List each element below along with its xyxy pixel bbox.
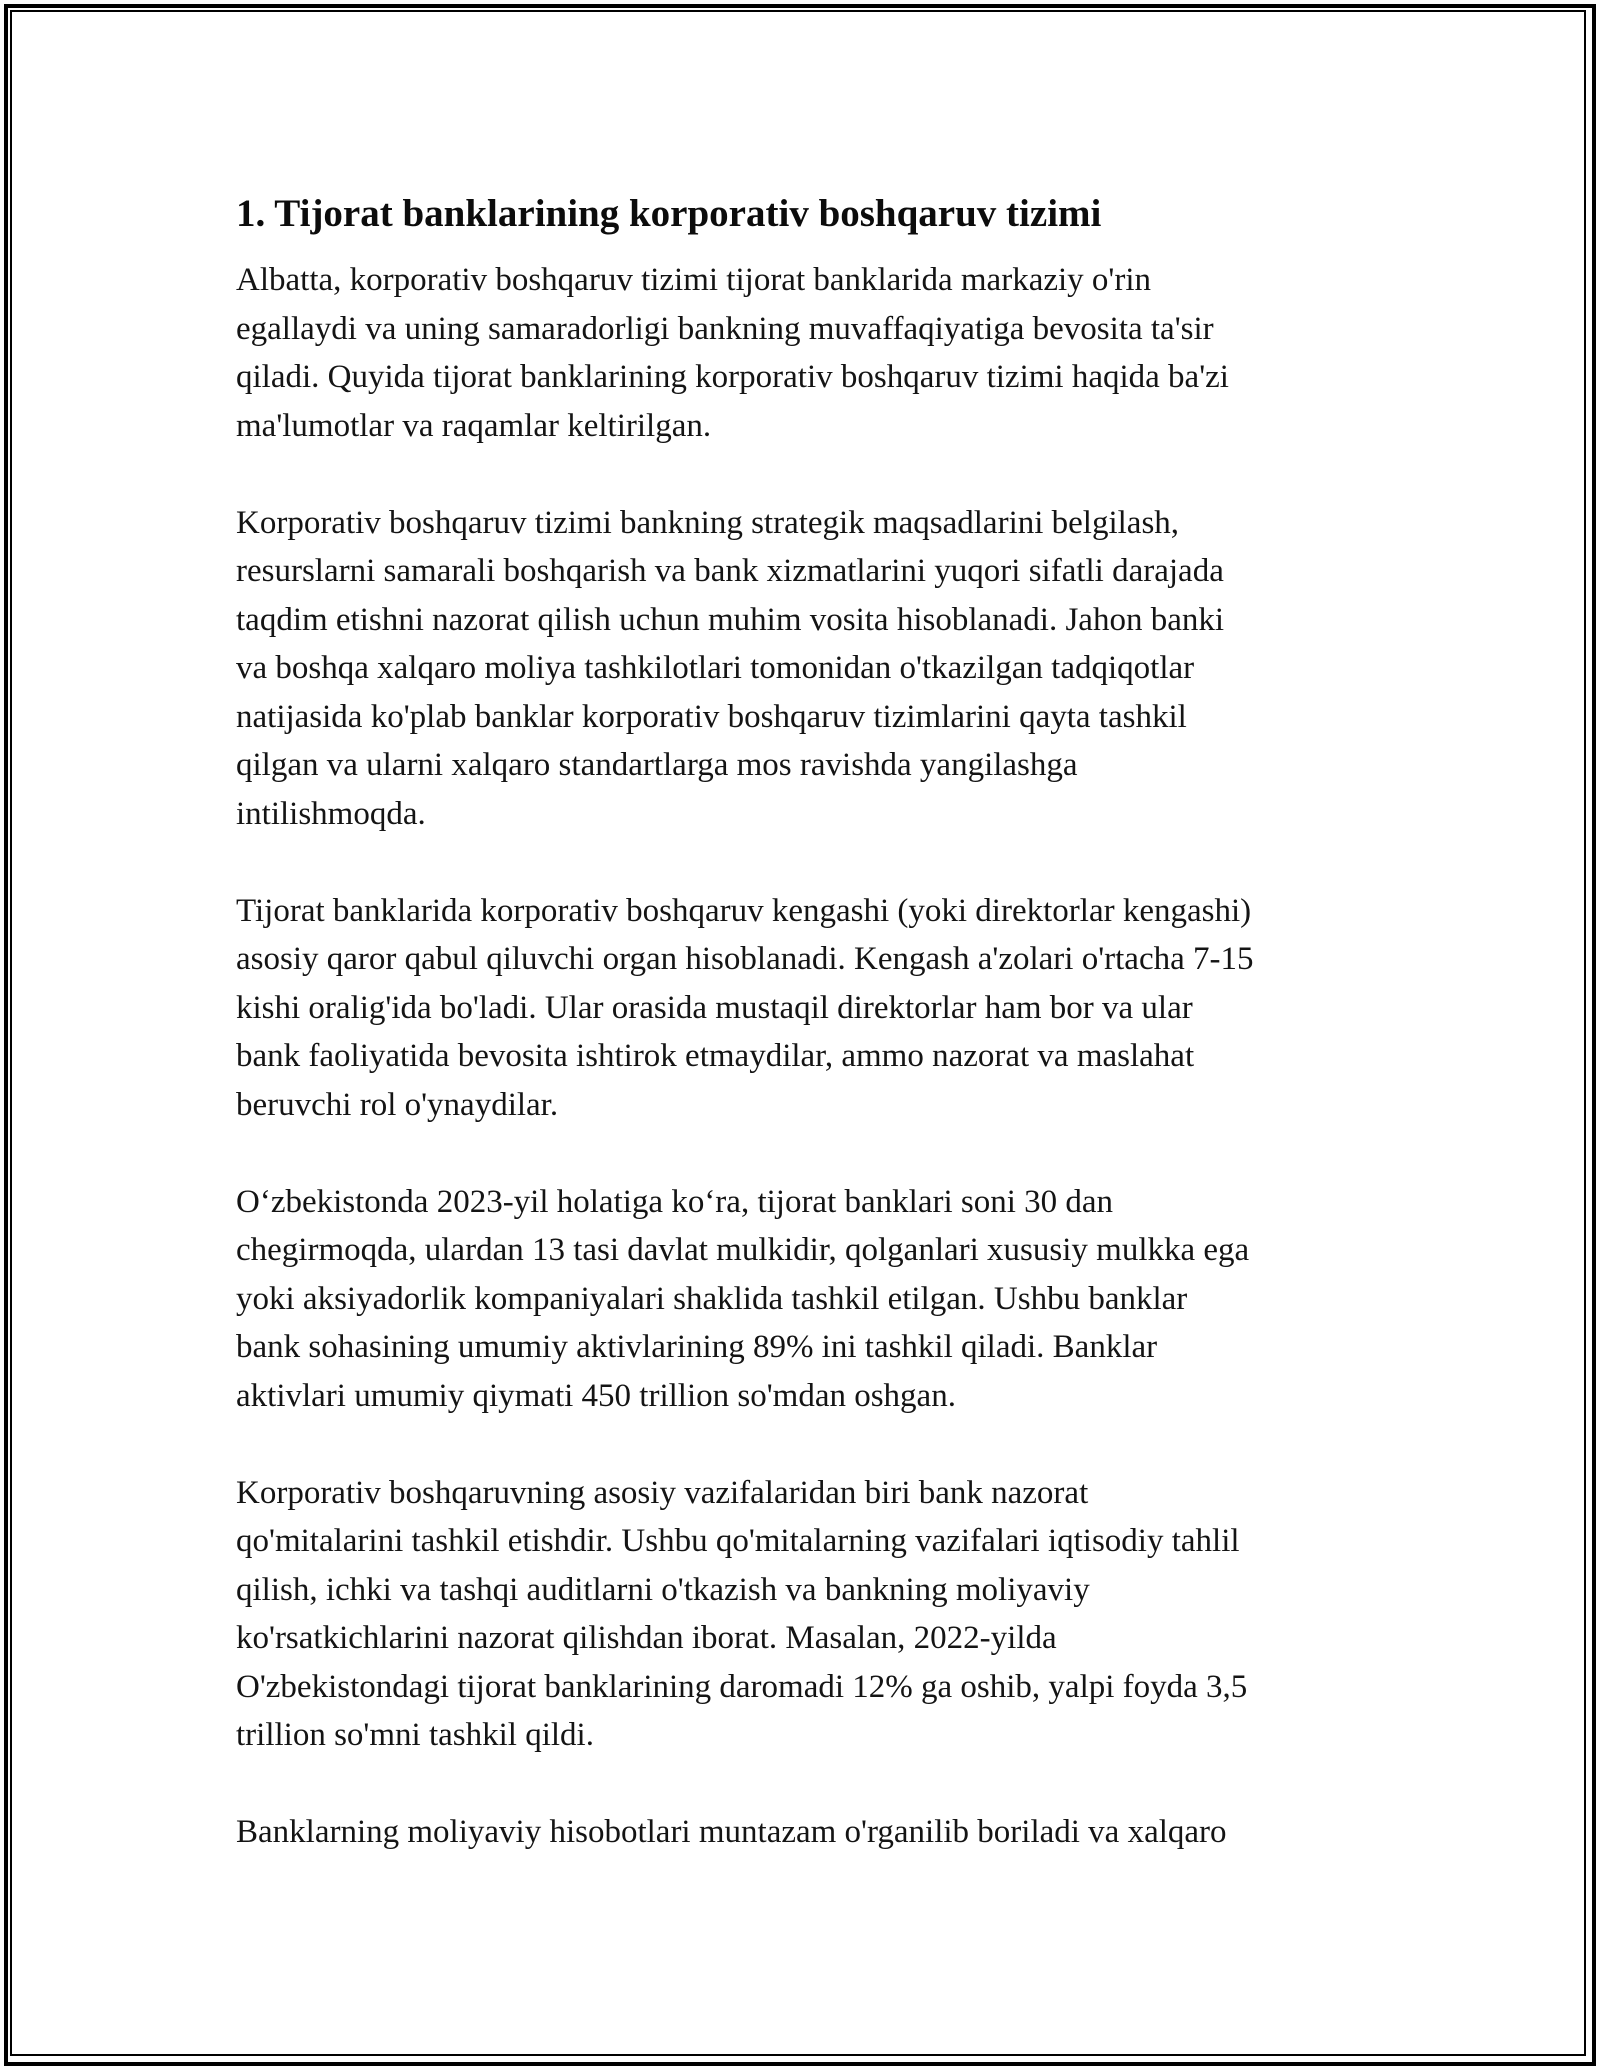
line: ma'lumotlar va raqamlar keltirilgan.: [236, 407, 712, 444]
line: Albatta, korporativ boshqaruv tizimi tijorat banklarida markaziy o'rin: [236, 262, 1152, 298]
line: qilish, ichki va tashqi auditlarni o'tkazish va bankning moliyaviy: [236, 1571, 1090, 1608]
line: natijasida ko'plab banklar korporativ boshqaruv tizimlarini qayta tashkil: [236, 698, 1187, 735]
line: trillion so'mni tashkil qildi.: [236, 1717, 594, 1753]
line: qilgan va ularni xalqaro standartlarga mos ravishda yangilashga: [236, 747, 1078, 783]
line: yoki aksiyadorlik kompaniyalari shaklida tashkil etilgan. Ushbu banklar: [236, 1280, 1188, 1317]
paragraph-3: [236, 887, 1376, 1130]
line: bank faoliyatida bevosita ishtirok etmaydilar, ammo nazorat va maslahat: [236, 1038, 1195, 1074]
line: intilishmoqda.: [236, 795, 426, 832]
line: taqdim etishni nazorat qilish uchun muhim vosita hisoblanadi. Jahon banki: [236, 601, 1225, 638]
line: bank sohasining umumiy aktivlarining 89% ini tashkil qiladi. Banklar: [236, 1329, 1158, 1365]
line: Korporativ boshqaruvning asosiy vazifalaridan biri bank nazorat: [236, 1474, 1089, 1511]
paragraph-1: [236, 256, 1376, 450]
line: ko'rsatkichlarini nazorat qilishdan iborat. Masalan, 2022-yilda: [236, 1620, 1057, 1656]
line: aktivlari umumiy qiymati 450 trillion so'mdan oshgan.: [236, 1377, 956, 1414]
paragraph-2: [236, 499, 1376, 839]
line: kishi oralig'ida bo'ladi. Ular orasida mustaqil direktorlar ham bor va ular: [236, 989, 1193, 1026]
line: resurslarni samarali boshqarish va bank xizmatlarini yuqori sifatli darajada: [236, 553, 1224, 589]
line: Tijorat banklarida korporativ boshqaruv kengashi (yoki direktorlar kengashi): [236, 892, 1252, 929]
line: qiladi. Quyida tijorat banklarining korporativ boshqaruv tizimi haqida ba'zi: [236, 359, 1229, 395]
line: egallaydi va uning samaradorligi bankning muvaffaqiyatiga bevosita ta'sir: [236, 310, 1214, 347]
paragraph-6: [236, 1808, 1376, 1857]
line: O‘zbekistonda 2023-yil holatiga ko‘ra, tijorat banklari soni 30 dan: [236, 1183, 1114, 1220]
line: O'zbekistondagi tijorat banklarining daromadi 12% ga oshib, yalpi foyda 3,5: [236, 1668, 1248, 1705]
document-body: [236, 186, 1376, 1905]
paragraph-5: [236, 1469, 1376, 1760]
line: asosiy qaror qabul qiluvchi organ hisoblanadi. Kengash a'zolari o'rtacha 7-15: [236, 941, 1254, 977]
line: chegirmoqda, ulardan 13 tasi davlat mulkidir, qolganlari xususiy mulkka ega: [236, 1232, 1250, 1268]
line: qo'mitalarini tashkil etishdir. Ushbu qo'mitalarning vazifalari iqtisodiy tahlil: [236, 1523, 1240, 1559]
document-title: 1. Tijorat banklarining korporativ boshqaruv tizimi: [236, 192, 1102, 235]
line: Banklarning moliyaviy hisobotlari muntazam o'rganilib boriladi va xalqaro: [236, 1814, 1227, 1850]
line: va boshqa xalqaro moliya tashkilotlari tomonidan o'tkazilgan tadqiqotlar: [236, 650, 1195, 686]
line: Korporativ boshqaruv tizimi bankning strategik maqsadlarini belgilash,: [236, 504, 1180, 541]
paragraph-4: [236, 1178, 1376, 1421]
line: beruvchi rol o'ynaydilar.: [236, 1086, 559, 1123]
